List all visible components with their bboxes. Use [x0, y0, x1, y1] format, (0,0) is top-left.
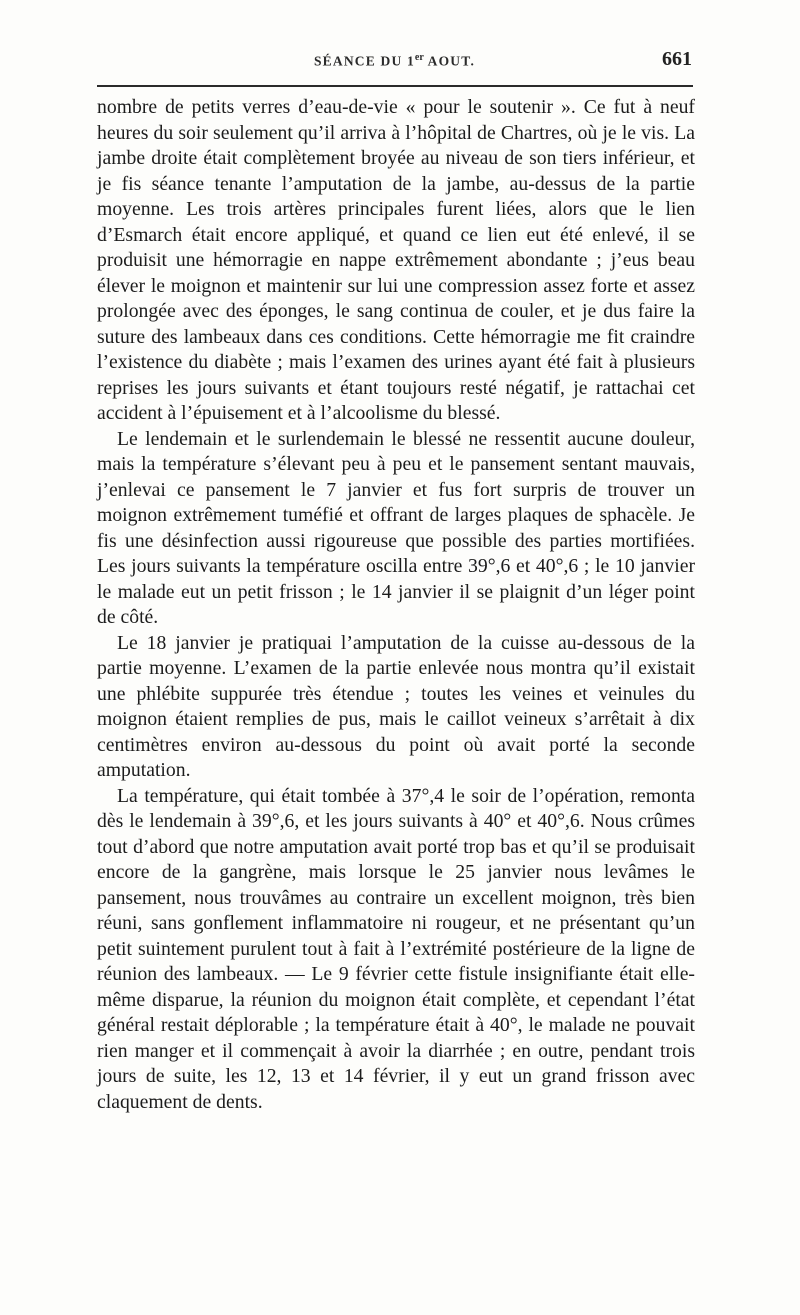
- running-title-main: SÉANCE DU 1: [313, 53, 415, 69]
- paragraph: Le lendemain et le surlendemain le blessé ne ressentit aucune douleur, mais la température s’élevant peu à peu et le pansement sentant mauvais, j’enlevai ce pansement le 7 janvier et fus fort surpris de trouver un moignon extrêmement tuméfié et offrant de larges plaques de sphacèle. Je fis une désinfection aussi rigoureuse que possible des parties mortifiées. Les jours suivants la température oscilla entre 39°,6 et 40°,6 ; le 10 janvier le malade eut un petit frisson ; le 14 janvier il se plaignit d’un léger point de côté.: [97, 427, 695, 628]
- body-text: [97, 95, 695, 1115]
- running-title: [97, 52, 692, 70]
- running-title-superscript: er: [414, 52, 424, 63]
- paragraph: Le 18 janvier je pratiquai l’amputation de la cuisse au-dessous de la partie moyenne. L’examen de la partie enlevée nous montra qu’il existait une phlébite suppurée très étendue ; toutes les veines et veinules du moignon étaient remplies de pus, mais le caillot veineux s’arrêtait à dix centimètres environ au-dessous du point où avait porté la seconde amputation.: [97, 631, 695, 781]
- paragraph-continued: nombre de petits verres d’eau-de-vie « pour le soutenir ». Ce fut à neuf heures du soir seulement qu’il arriva à l’hôpital de Chartres, où je le vis. La jambe droite était complètement broyée au niveau de son tiers inférieur, et je fis séance tenante l’amputation de la jambe, au-dessus de la partie moyenne. Les trois artères principales furent liées, alors que le lien d’Esmarch était encore appliqué, et quand ce lien eut été enlevé, il se produisit une hémorragie en nappe extrêmement abondante ; j’eus beau élever le moignon et maintenir sur lui une compression assez forte et assez prolongée avec des éponges, le sang continua de couler, et je dus faire la suture des lambeaux dans ces conditions. Cette hémorragie me fit craindre l’existence du diabète ; mais l’examen des urines ayant été fait à plusieurs reprises les jours suivants et étant toujours resté négatif, je rattachai cet accident à l’épuisement et à l’alcoolisme du blessé.: [97, 96, 695, 424]
- paragraph: La température, qui était tombée à 37°,4 le soir de l’opération, remonta dès le lendemain à 39°,6, et les jours suivants à 40° et 40°,6. Nous crûmes tout d’abord que notre amputation avait porté trop bas et qu’il se produisait encore de la gangrène, mais lorsque le 25 janvier nous levâmes le pansement, nous trouvâmes au contraire un excellent moignon, très bien réuni, sans gonflement inflammatoire ni rougeur, et ne présentant qu’un petit suintement purulent tout à fait à l’extrémité postérieure de la ligne de réunion des lambeaux. — Le 9 février cette fistule insignifiante était elle-même disparue, la réunion du moignon était complète, et cependant l’état général restait déplorable ; la température était à 40°, le malade ne pouvait rien manger et il commençait à avoir la diarrhée ; en outre, pendant trois jours de suite, les 12, 13 et 14 février, il y eut un grand frisson avec claquement de dents.: [97, 784, 695, 1113]
- page-header: [97, 44, 692, 84]
- running-title-tail: AOUT.: [423, 53, 476, 69]
- header-rule: [97, 85, 693, 87]
- page-number: 661: [662, 48, 692, 70]
